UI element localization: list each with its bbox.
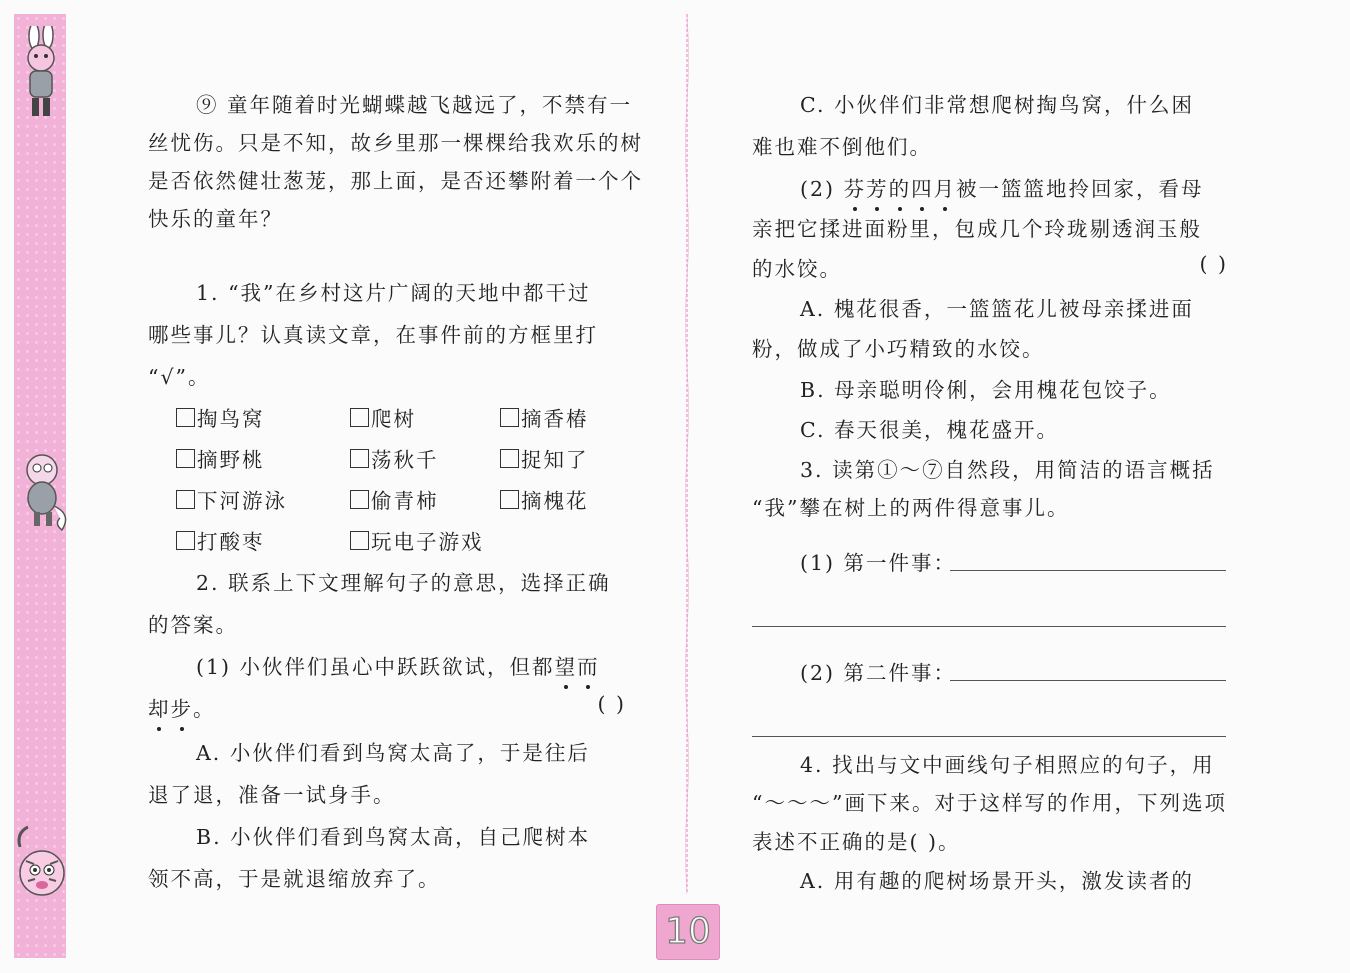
option-a-line: A. 槐花很香，一篮篮花儿被母亲揉进面 (800, 297, 1194, 321)
option-checkbox[interactable]: 打酸枣 (176, 525, 265, 555)
question-1-line: 1. “我”在乡村这片广阔的天地中都干过 (196, 281, 591, 305)
option-a-line: A. 小伙伴们看到鸟窝太高了，于是往后 (196, 741, 590, 765)
answer-line[interactable] (950, 680, 1226, 681)
checkbox[interactable] (176, 449, 195, 468)
option-a-line: 退了退，准备一试身手。 (148, 783, 396, 807)
question-4-line: 4. 找出与文中画线句子相照应的句子，用 (800, 753, 1215, 777)
question-2-2-line: (2) 芬芳的四月被一篮篮地拎回家，看母 (752, 172, 1204, 202)
question-1-line: 哪些事儿？认真读文章，在事件前的方框里打 (148, 323, 598, 347)
answer-parentheses[interactable]: ( ) (1199, 252, 1228, 276)
option-checkbox[interactable]: 摘野桃 (176, 443, 265, 473)
option-c-line: C. 小伙伴们非常想爬树掏鸟窝，什么困 (800, 93, 1194, 117)
answer-line[interactable] (752, 736, 1226, 737)
checkbox[interactable] (500, 449, 519, 468)
option-c-line: 难也难不倒他们。 (752, 135, 932, 159)
checkbox[interactable] (350, 531, 369, 550)
question-2-line: 的答案。 (148, 613, 238, 637)
option-checkbox[interactable]: 偷青柿 (350, 484, 439, 514)
checkbox[interactable] (176, 490, 195, 509)
option-checkbox[interactable]: 摘香椿 (500, 402, 589, 432)
option-c-line: C. 春天很美，槐花盛开。 (800, 418, 1059, 442)
checkbox[interactable] (350, 490, 369, 509)
question-3-line: 3. 读第①～⑦自然段，用简洁的语言概括 (800, 458, 1215, 482)
cat-mascot-icon (8, 446, 78, 542)
option-checkbox[interactable]: 掏鸟窝 (176, 402, 265, 432)
question-2-1-line: 却步。 ( ) (148, 692, 626, 721)
checkbox[interactable] (350, 449, 369, 468)
option-checkbox[interactable]: 摘槐花 (500, 484, 589, 514)
page-number: 10 (656, 904, 720, 960)
passage-line: ⑨ 童年随着时光蝴蝶越飞越远了，不禁有一 (196, 93, 633, 117)
question-1-line: “√”。 (148, 365, 211, 389)
option-checkbox[interactable]: 捉知了 (500, 443, 589, 473)
passage-line: 丝忧伤。只是不知，故乡里那一棵棵给我欢乐的树 (148, 131, 643, 155)
question-2-line: 2. 联系上下文理解句子的意思，选择正确 (196, 571, 611, 595)
option-checkbox[interactable]: 爬树 (350, 402, 416, 432)
option-checkbox[interactable]: 玩电子游戏 (350, 525, 484, 555)
question-2-2-line: 亲把它揉进面粉里，包成几个玲珑剔透润玉般 (752, 217, 1202, 241)
checkbox[interactable] (176, 408, 195, 427)
answer-line[interactable] (950, 570, 1226, 571)
checkbox[interactable] (350, 408, 369, 427)
checkbox[interactable] (500, 408, 519, 427)
option-b-line: 领不高，于是就退缩放弃了。 (148, 867, 441, 891)
question-3-2-label: (2) 第二件事： (800, 661, 957, 685)
question-4-line: “～～～”画下来。对于这样写的作用，下列选项 (752, 791, 1227, 815)
option-checkbox[interactable]: 下河游泳 (176, 484, 287, 514)
answer-parentheses[interactable]: ( ) (597, 692, 626, 716)
option-b-line: B. 小伙伴们看到鸟窝太高，自己爬树本 (196, 825, 591, 849)
checkbox[interactable] (500, 490, 519, 509)
checkbox[interactable] (176, 531, 195, 550)
question-3-line: “我”攀在树上的两件得意事儿。 (752, 496, 1070, 520)
page-divider (684, 14, 690, 894)
question-2-2-line: 的水饺。 ( ) (752, 252, 1228, 281)
option-checkbox[interactable]: 荡秋千 (350, 443, 439, 473)
passage-line: 快乐的童年？ (148, 207, 283, 231)
answer-line[interactable] (752, 626, 1226, 627)
option-a-line: 粉，做成了小巧精致的水饺。 (752, 337, 1045, 361)
question-3-1-label: (1) 第一件事： (800, 551, 957, 575)
question-4-line: 表述不正确的是( )。 (752, 830, 961, 854)
option-b-line: B. 母亲聪明伶俐，会用槐花包饺子。 (800, 378, 1172, 402)
option-a-line: A. 用有趣的爬树场景开头，激发读者的 (800, 869, 1194, 893)
question-2-1-line: (1) 小伙伴们虽心中跃跃欲试，但都望而 (148, 650, 600, 680)
tiger-mascot-icon (8, 815, 78, 911)
passage-line: 是否依然健壮葱茏，那上面，是否还攀附着一个个 (148, 169, 643, 193)
rabbit-mascot-icon (8, 26, 78, 122)
